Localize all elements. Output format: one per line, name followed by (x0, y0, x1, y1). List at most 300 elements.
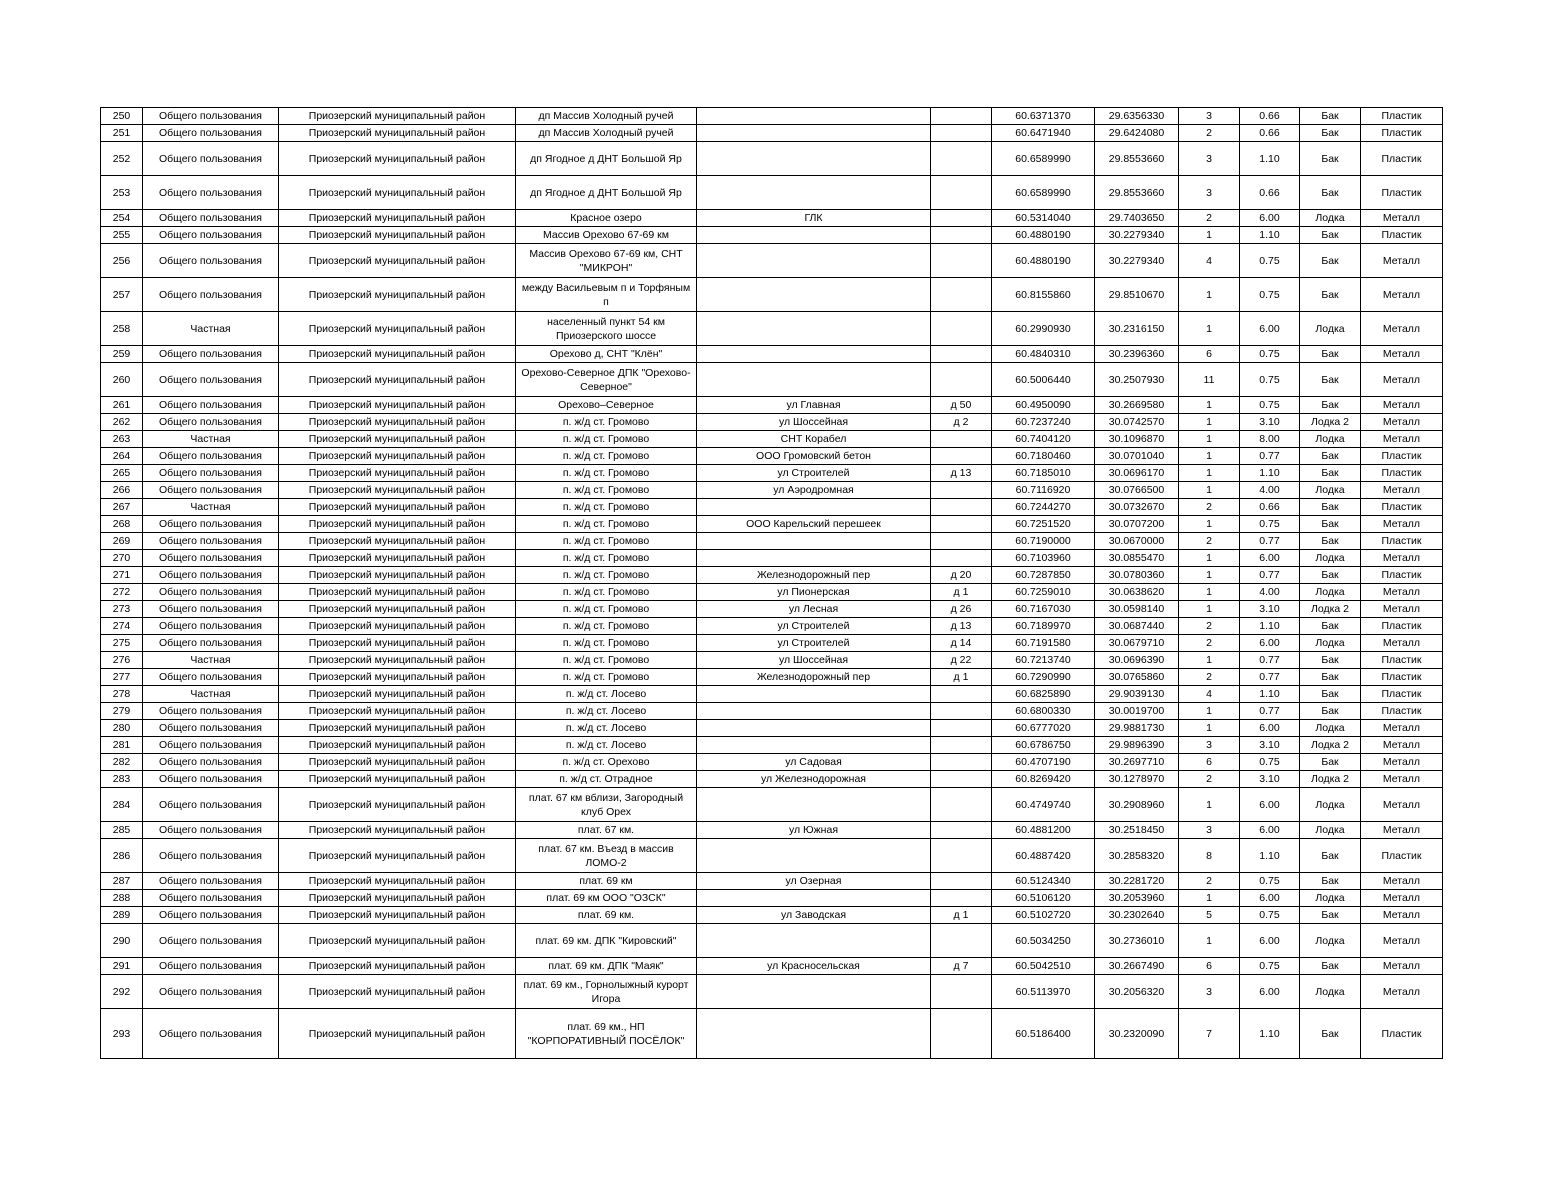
material-cell: Металл (1361, 822, 1443, 839)
street-cell (697, 788, 931, 822)
longitude-cell: 30.1278970 (1095, 771, 1179, 788)
container-count-cell: 3 (1179, 822, 1240, 839)
ownership-cell: Общего пользования (143, 669, 279, 686)
settlement-cell: плат. 69 км. ДПК "Маяк" (516, 958, 697, 975)
street-cell (697, 176, 931, 210)
volume-cell: 1.10 (1240, 618, 1300, 635)
district-cell: Приозерский муниципальный район (279, 227, 516, 244)
table-row (101, 397, 1443, 414)
longitude-cell: 30.0670000 (1095, 533, 1179, 550)
table-row (101, 737, 1443, 754)
row-number-cell: 254 (101, 210, 143, 227)
container-count-cell: 1 (1179, 465, 1240, 482)
material-cell: Металл (1361, 771, 1443, 788)
volume-cell: 1.10 (1240, 227, 1300, 244)
settlement-cell: п. ж/д ст. Громово (516, 635, 697, 652)
street-cell: СНТ Корабел (697, 431, 931, 448)
ownership-cell: Общего пользования (143, 771, 279, 788)
house-cell: д 1 (931, 669, 992, 686)
longitude-cell: 30.0765860 (1095, 669, 1179, 686)
settlement-cell: Массив Орехово 67-69 км, СНТ "МИКРОН" (516, 244, 697, 278)
longitude-cell: 29.8553660 (1095, 176, 1179, 210)
ownership-cell: Общего пользования (143, 618, 279, 635)
material-cell: Металл (1361, 601, 1443, 618)
volume-cell: 0.75 (1240, 516, 1300, 533)
house-cell: д 20 (931, 567, 992, 584)
container-type-cell: Лодка 2 (1300, 601, 1361, 618)
district-cell: Приозерский муниципальный район (279, 1009, 516, 1059)
ownership-cell: Общего пользования (143, 958, 279, 975)
longitude-cell: 30.0701040 (1095, 448, 1179, 465)
settlement-cell: плат. 67 км. Въезд в массив ЛОМО-2 (516, 839, 697, 873)
volume-cell: 0.66 (1240, 499, 1300, 516)
district-cell: Приозерский муниципальный район (279, 125, 516, 142)
ownership-cell: Общего пользования (143, 1009, 279, 1059)
district-cell: Приозерский муниципальный район (279, 737, 516, 754)
latitude-cell: 60.6589990 (992, 176, 1095, 210)
street-cell (697, 363, 931, 397)
settlement-cell: п. ж/д ст. Громово (516, 601, 697, 618)
longitude-cell: 30.0687440 (1095, 618, 1179, 635)
settlement-cell: Красное озеро (516, 210, 697, 227)
row-number-cell: 279 (101, 703, 143, 720)
ownership-cell: Общего пользования (143, 346, 279, 363)
row-number-cell: 255 (101, 227, 143, 244)
container-count-cell: 3 (1179, 108, 1240, 125)
row-number-cell: 280 (101, 720, 143, 737)
settlement-cell: плат. 69 км., Горнолыжный курорт Игора (516, 975, 697, 1009)
longitude-cell: 30.0598140 (1095, 601, 1179, 618)
container-count-cell: 1 (1179, 482, 1240, 499)
longitude-cell: 30.0707200 (1095, 516, 1179, 533)
house-cell (931, 244, 992, 278)
material-cell: Пластик (1361, 142, 1443, 176)
house-cell: д 50 (931, 397, 992, 414)
container-type-cell: Бак (1300, 363, 1361, 397)
table-row (101, 125, 1443, 142)
ownership-cell: Общего пользования (143, 244, 279, 278)
material-cell: Металл (1361, 278, 1443, 312)
longitude-cell: 30.2697710 (1095, 754, 1179, 771)
settlement-cell: п. ж/д ст. Лосево (516, 720, 697, 737)
ownership-cell: Общего пользования (143, 703, 279, 720)
settlement-cell: п. ж/д ст. Громово (516, 499, 697, 516)
settlement-cell: между Васильевым п и Торфяным п (516, 278, 697, 312)
house-cell (931, 754, 992, 771)
street-cell (697, 924, 931, 958)
material-cell: Пластик (1361, 227, 1443, 244)
latitude-cell: 60.7116920 (992, 482, 1095, 499)
container-type-cell: Бак (1300, 125, 1361, 142)
latitude-cell: 60.6371370 (992, 108, 1095, 125)
row-number-cell: 268 (101, 516, 143, 533)
district-cell: Приозерский муниципальный район (279, 567, 516, 584)
volume-cell: 0.75 (1240, 346, 1300, 363)
longitude-cell: 30.0766500 (1095, 482, 1179, 499)
row-number-cell: 272 (101, 584, 143, 601)
table-row (101, 414, 1443, 431)
volume-cell: 1.10 (1240, 465, 1300, 482)
latitude-cell: 60.7259010 (992, 584, 1095, 601)
street-cell (697, 737, 931, 754)
container-count-cell: 4 (1179, 244, 1240, 278)
material-cell: Металл (1361, 312, 1443, 346)
latitude-cell: 60.5314040 (992, 210, 1095, 227)
longitude-cell: 30.0780360 (1095, 567, 1179, 584)
row-number-cell: 256 (101, 244, 143, 278)
table-row (101, 652, 1443, 669)
container-type-cell: Лодка (1300, 924, 1361, 958)
material-cell: Металл (1361, 788, 1443, 822)
ownership-cell: Общего пользования (143, 108, 279, 125)
ownership-cell: Частная (143, 431, 279, 448)
material-cell: Пластик (1361, 839, 1443, 873)
district-cell: Приозерский муниципальный район (279, 363, 516, 397)
latitude-cell: 60.4880190 (992, 244, 1095, 278)
district-cell: Приозерский муниципальный район (279, 312, 516, 346)
street-cell: ул Строителей (697, 635, 931, 652)
container-type-cell: Бак (1300, 873, 1361, 890)
table-row (101, 771, 1443, 788)
row-number-cell: 262 (101, 414, 143, 431)
street-cell: ул Заводская (697, 907, 931, 924)
table-row (101, 924, 1443, 958)
container-type-cell: Бак (1300, 176, 1361, 210)
table-row (101, 958, 1443, 975)
settlement-cell: Орехово д, СНТ "Клён" (516, 346, 697, 363)
ownership-cell: Общего пользования (143, 397, 279, 414)
material-cell: Металл (1361, 414, 1443, 431)
ownership-cell: Общего пользования (143, 516, 279, 533)
table-row (101, 567, 1443, 584)
latitude-cell: 60.4840310 (992, 346, 1095, 363)
volume-cell: 1.10 (1240, 686, 1300, 703)
settlement-cell: дп Ягодное д ДНТ Большой Яр (516, 142, 697, 176)
container-type-cell: Бак (1300, 839, 1361, 873)
street-cell (697, 703, 931, 720)
row-number-cell: 291 (101, 958, 143, 975)
table-row (101, 975, 1443, 1009)
settlement-cell: дп Ягодное д ДНТ Большой Яр (516, 176, 697, 210)
container-count-cell: 2 (1179, 635, 1240, 652)
container-type-cell: Бак (1300, 499, 1361, 516)
volume-cell: 0.75 (1240, 397, 1300, 414)
house-cell (931, 924, 992, 958)
table-row (101, 448, 1443, 465)
container-type-cell: Лодка (1300, 482, 1361, 499)
latitude-cell: 60.6800330 (992, 703, 1095, 720)
material-cell: Металл (1361, 873, 1443, 890)
row-number-cell: 288 (101, 890, 143, 907)
longitude-cell: 29.9881730 (1095, 720, 1179, 737)
district-cell: Приозерский муниципальный район (279, 550, 516, 567)
container-type-cell: Бак (1300, 346, 1361, 363)
street-cell: ул Лесная (697, 601, 931, 618)
container-count-cell: 2 (1179, 210, 1240, 227)
container-type-cell: Бак (1300, 652, 1361, 669)
longitude-cell: 30.2518450 (1095, 822, 1179, 839)
container-count-cell: 2 (1179, 533, 1240, 550)
container-count-cell: 1 (1179, 227, 1240, 244)
house-cell (931, 771, 992, 788)
container-type-cell: Лодка 2 (1300, 414, 1361, 431)
material-cell: Пластик (1361, 686, 1443, 703)
material-cell: Металл (1361, 635, 1443, 652)
material-cell: Пластик (1361, 448, 1443, 465)
table-row (101, 176, 1443, 210)
volume-cell: 8.00 (1240, 431, 1300, 448)
row-number-cell: 253 (101, 176, 143, 210)
table-row (101, 788, 1443, 822)
row-number-cell: 290 (101, 924, 143, 958)
volume-cell: 0.77 (1240, 567, 1300, 584)
container-type-cell: Лодка 2 (1300, 771, 1361, 788)
district-cell: Приозерский муниципальный район (279, 533, 516, 550)
material-cell: Металл (1361, 397, 1443, 414)
container-type-cell: Бак (1300, 397, 1361, 414)
container-type-cell: Бак (1300, 618, 1361, 635)
volume-cell: 0.77 (1240, 669, 1300, 686)
house-cell: д 13 (931, 465, 992, 482)
ownership-cell: Общего пользования (143, 737, 279, 754)
table-row (101, 210, 1443, 227)
district-cell: Приозерский муниципальный район (279, 754, 516, 771)
house-cell (931, 482, 992, 499)
container-type-cell: Лодка (1300, 975, 1361, 1009)
house-cell: д 7 (931, 958, 992, 975)
latitude-cell: 60.6589990 (992, 142, 1095, 176)
house-cell: д 1 (931, 584, 992, 601)
house-cell (931, 363, 992, 397)
house-cell (931, 533, 992, 550)
table-row (101, 363, 1443, 397)
longitude-cell: 30.2302640 (1095, 907, 1179, 924)
settlement-cell: дп Массив Холодный ручей (516, 108, 697, 125)
container-count-cell: 7 (1179, 1009, 1240, 1059)
house-cell (931, 839, 992, 873)
longitude-cell: 30.2507930 (1095, 363, 1179, 397)
ownership-cell: Общего пользования (143, 924, 279, 958)
house-cell (931, 312, 992, 346)
volume-cell: 6.00 (1240, 890, 1300, 907)
longitude-cell: 30.2056320 (1095, 975, 1179, 1009)
ownership-cell: Общего пользования (143, 482, 279, 499)
container-count-cell: 1 (1179, 890, 1240, 907)
street-cell (697, 244, 931, 278)
settlement-cell: п. ж/д ст. Громово (516, 465, 697, 482)
district-cell: Приозерский муниципальный район (279, 975, 516, 1009)
latitude-cell: 60.5106120 (992, 890, 1095, 907)
district-cell: Приозерский муниципальный район (279, 958, 516, 975)
container-count-cell: 5 (1179, 907, 1240, 924)
row-number-cell: 261 (101, 397, 143, 414)
row-number-cell: 250 (101, 108, 143, 125)
street-cell (697, 975, 931, 1009)
latitude-cell: 60.7237240 (992, 414, 1095, 431)
waste-container-table (100, 107, 1443, 1059)
container-count-cell: 1 (1179, 720, 1240, 737)
table-row (101, 907, 1443, 924)
district-cell: Приозерский муниципальный район (279, 890, 516, 907)
settlement-cell: дп Массив Холодный ручей (516, 125, 697, 142)
longitude-cell: 30.2279340 (1095, 244, 1179, 278)
volume-cell: 0.77 (1240, 533, 1300, 550)
ownership-cell: Общего пользования (143, 720, 279, 737)
longitude-cell: 29.9039130 (1095, 686, 1179, 703)
row-number-cell: 284 (101, 788, 143, 822)
district-cell: Приозерский муниципальный район (279, 788, 516, 822)
street-cell: ул Шоссейная (697, 414, 931, 431)
row-number-cell: 269 (101, 533, 143, 550)
district-cell: Приозерский муниципальный район (279, 499, 516, 516)
settlement-cell: п. ж/д ст. Громово (516, 584, 697, 601)
ownership-cell: Общего пользования (143, 822, 279, 839)
latitude-cell: 60.5113970 (992, 975, 1095, 1009)
settlement-cell: п. ж/д ст. Громово (516, 448, 697, 465)
district-cell: Приозерский муниципальный район (279, 601, 516, 618)
settlement-cell: Орехово-Северное ДПК "Орехово-Северное" (516, 363, 697, 397)
house-cell (931, 516, 992, 533)
volume-cell: 3.10 (1240, 737, 1300, 754)
latitude-cell: 60.6471940 (992, 125, 1095, 142)
row-number-cell: 265 (101, 465, 143, 482)
latitude-cell: 60.7167030 (992, 601, 1095, 618)
material-cell: Пластик (1361, 533, 1443, 550)
street-cell (697, 108, 931, 125)
street-cell: Железнодорожный пер (697, 567, 931, 584)
district-cell: Приозерский муниципальный район (279, 431, 516, 448)
row-number-cell: 277 (101, 669, 143, 686)
ownership-cell: Общего пользования (143, 142, 279, 176)
house-cell (931, 125, 992, 142)
container-count-cell: 3 (1179, 737, 1240, 754)
settlement-cell: п. ж/д ст. Отрадное (516, 771, 697, 788)
container-count-cell: 1 (1179, 312, 1240, 346)
volume-cell: 1.10 (1240, 1009, 1300, 1059)
container-type-cell: Бак (1300, 278, 1361, 312)
row-number-cell: 289 (101, 907, 143, 924)
ownership-cell: Общего пользования (143, 533, 279, 550)
house-cell (931, 686, 992, 703)
table-row (101, 465, 1443, 482)
volume-cell: 3.10 (1240, 414, 1300, 431)
container-count-cell: 1 (1179, 278, 1240, 312)
settlement-cell: п. ж/д ст. Лосево (516, 703, 697, 720)
table-row (101, 108, 1443, 125)
street-cell: ул Главная (697, 397, 931, 414)
street-cell (697, 125, 931, 142)
container-count-cell: 6 (1179, 754, 1240, 771)
street-cell (697, 839, 931, 873)
settlement-cell: плат. 69 км ООО "ОЗСК" (516, 890, 697, 907)
container-count-cell: 1 (1179, 397, 1240, 414)
container-count-cell: 2 (1179, 618, 1240, 635)
longitude-cell: 30.2320090 (1095, 1009, 1179, 1059)
district-cell: Приозерский муниципальный район (279, 482, 516, 499)
street-cell: ул Шоссейная (697, 652, 931, 669)
house-cell: д 26 (931, 601, 992, 618)
latitude-cell: 60.5124340 (992, 873, 1095, 890)
row-number-cell: 258 (101, 312, 143, 346)
container-type-cell: Бак (1300, 567, 1361, 584)
ownership-cell: Общего пользования (143, 125, 279, 142)
settlement-cell: п. ж/д ст. Орехово (516, 754, 697, 771)
table-row (101, 686, 1443, 703)
ownership-cell: Частная (143, 652, 279, 669)
volume-cell: 0.75 (1240, 363, 1300, 397)
table-row (101, 533, 1443, 550)
latitude-cell: 60.7404120 (992, 431, 1095, 448)
district-cell: Приозерский муниципальный район (279, 176, 516, 210)
table-row (101, 601, 1443, 618)
house-cell: д 22 (931, 652, 992, 669)
container-count-cell: 1 (1179, 652, 1240, 669)
row-number-cell: 285 (101, 822, 143, 839)
street-cell (697, 142, 931, 176)
container-type-cell: Лодка (1300, 210, 1361, 227)
district-cell: Приозерский муниципальный район (279, 244, 516, 278)
container-count-cell: 1 (1179, 601, 1240, 618)
house-cell (931, 720, 992, 737)
volume-cell: 1.10 (1240, 142, 1300, 176)
latitude-cell: 60.7213740 (992, 652, 1095, 669)
house-cell (931, 346, 992, 363)
street-cell (697, 1009, 931, 1059)
table-row (101, 244, 1443, 278)
latitude-cell: 60.8269420 (992, 771, 1095, 788)
street-cell (697, 227, 931, 244)
ownership-cell: Общего пользования (143, 278, 279, 312)
volume-cell: 6.00 (1240, 720, 1300, 737)
container-count-cell: 2 (1179, 771, 1240, 788)
district-cell: Приозерский муниципальный район (279, 448, 516, 465)
ownership-cell: Частная (143, 686, 279, 703)
latitude-cell: 60.5006440 (992, 363, 1095, 397)
latitude-cell: 60.4707190 (992, 754, 1095, 771)
latitude-cell: 60.7185010 (992, 465, 1095, 482)
house-cell (931, 788, 992, 822)
material-cell: Металл (1361, 516, 1443, 533)
longitude-cell: 30.1096870 (1095, 431, 1179, 448)
row-number-cell: 251 (101, 125, 143, 142)
settlement-cell: п. ж/д ст. Громово (516, 533, 697, 550)
row-number-cell: 263 (101, 431, 143, 448)
container-type-cell: Бак (1300, 244, 1361, 278)
house-cell (931, 890, 992, 907)
house-cell (931, 278, 992, 312)
table-row (101, 346, 1443, 363)
container-count-cell: 6 (1179, 958, 1240, 975)
table-row (101, 142, 1443, 176)
volume-cell: 6.00 (1240, 975, 1300, 1009)
district-cell: Приозерский муниципальный район (279, 618, 516, 635)
longitude-cell: 30.2281720 (1095, 873, 1179, 890)
street-cell: ООО Карельский перешеек (697, 516, 931, 533)
house-cell (931, 431, 992, 448)
material-cell: Пластик (1361, 176, 1443, 210)
row-number-cell: 276 (101, 652, 143, 669)
house-cell (931, 550, 992, 567)
latitude-cell: 60.6825890 (992, 686, 1095, 703)
table-row (101, 754, 1443, 771)
table-row (101, 227, 1443, 244)
container-type-cell: Бак (1300, 703, 1361, 720)
longitude-cell: 30.0696170 (1095, 465, 1179, 482)
settlement-cell: населенный пункт 54 км Приозерского шоссе (516, 312, 697, 346)
latitude-cell: 60.4950090 (992, 397, 1095, 414)
district-cell: Приозерский муниципальный район (279, 108, 516, 125)
row-number-cell: 252 (101, 142, 143, 176)
